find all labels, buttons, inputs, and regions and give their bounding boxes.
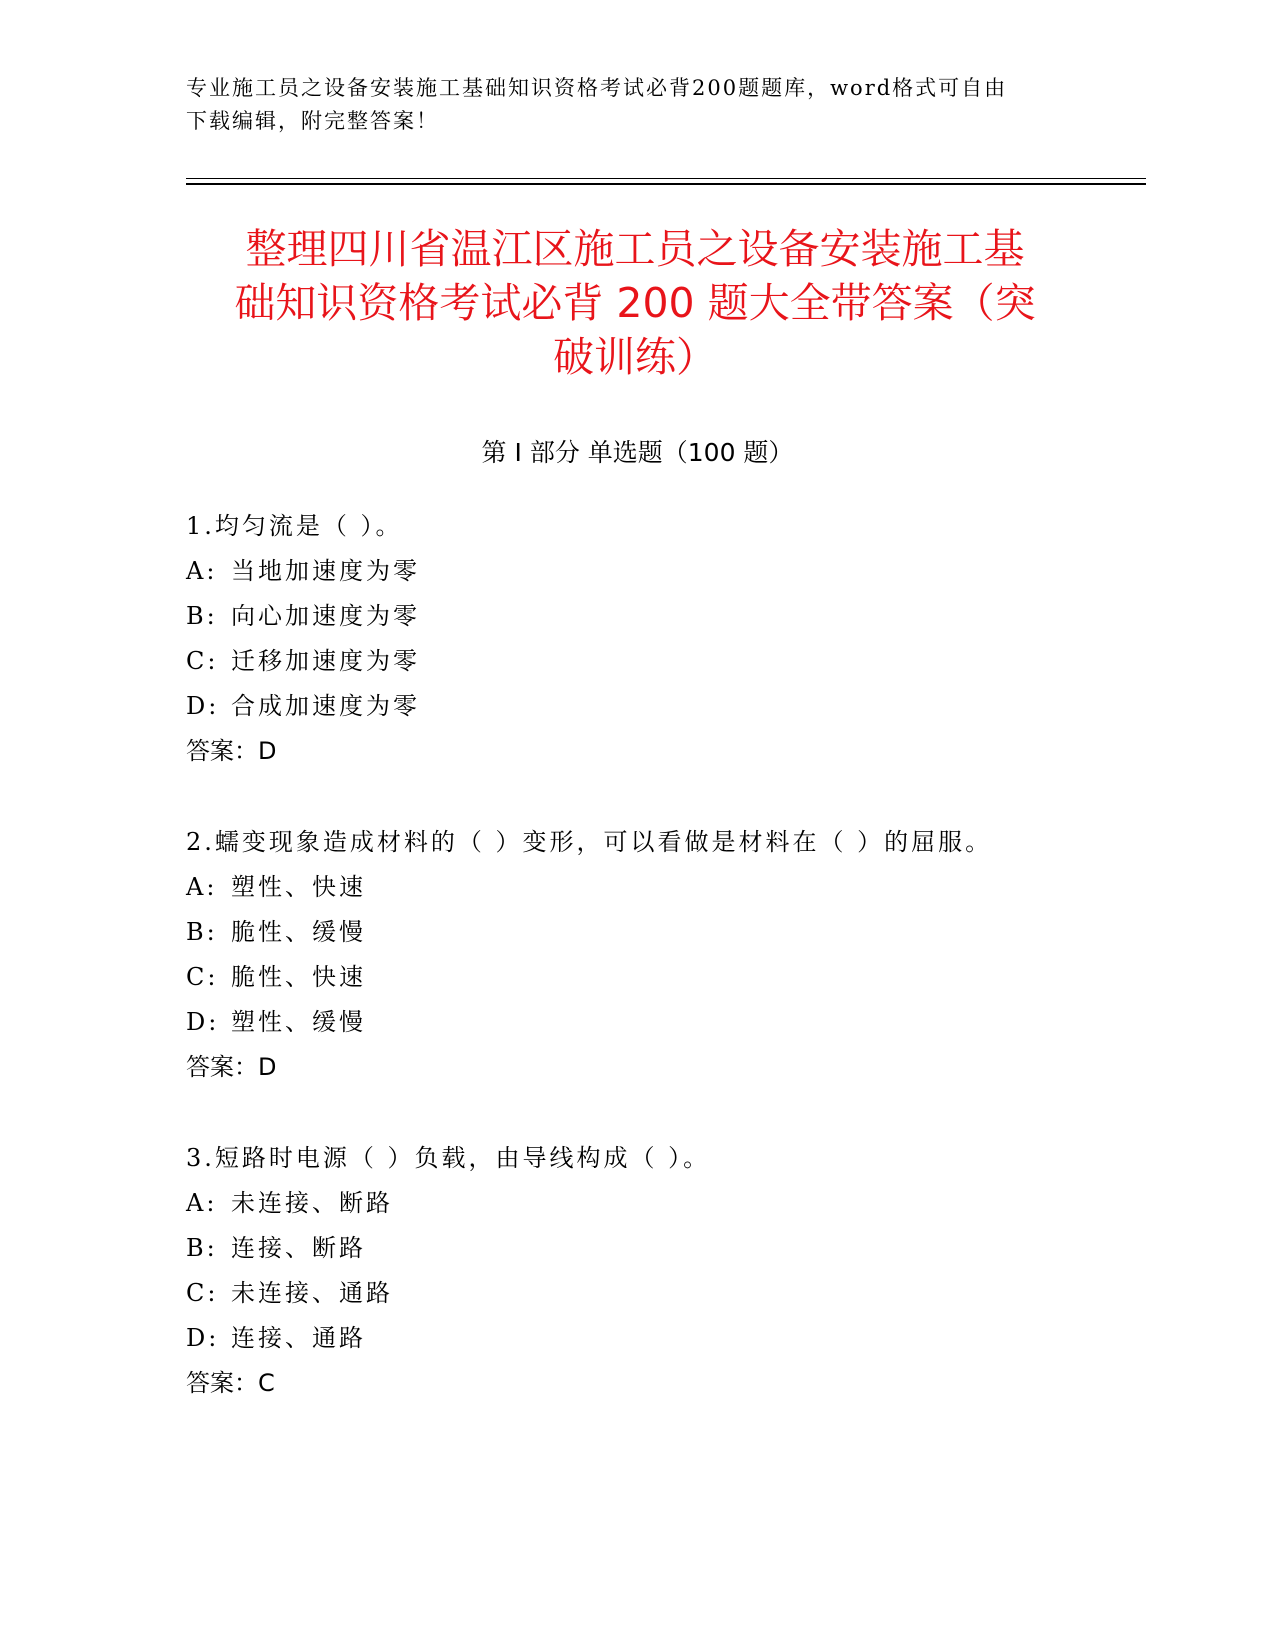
option-text: 脆性、缓慢 [231, 918, 366, 946]
option-text: 向心加速度为零 [231, 602, 420, 630]
option-letter: A: [186, 1189, 218, 1217]
document-title-line-1: 整理四川省温江区施工员之设备安装施工基 [245, 225, 1025, 273]
question-stem: 2.蠕变现象造成材料的（ ）变形，可以看做是材料在（ ）的屈服。 [186, 828, 993, 856]
option-b [186, 910, 1146, 955]
answer-line: 答案：D [186, 737, 277, 765]
option-c [186, 639, 1146, 684]
option-text: 未连接、通路 [231, 1279, 393, 1307]
option-letter: D: [186, 692, 220, 720]
option-c [186, 1271, 1146, 1316]
document-title-line-3: 破训练） [553, 333, 717, 381]
option-d [186, 684, 1146, 729]
option-letter: B: [186, 1234, 218, 1262]
header-divider-thick [186, 183, 1146, 185]
option-letter: A: [186, 557, 218, 585]
option-text: 脆性、快速 [231, 963, 366, 991]
option-text: 塑性、快速 [231, 873, 366, 901]
answer-line: 答案：D [186, 1053, 277, 1081]
option-b [186, 1226, 1146, 1271]
section-heading: 第 I 部分 单选题（100 题） [481, 438, 794, 467]
option-letter: B: [186, 918, 218, 946]
option-d [186, 1000, 1146, 1045]
option-a [186, 549, 1146, 594]
option-text: 连接、通路 [231, 1324, 366, 1352]
option-letter: C: [186, 647, 219, 675]
option-text: 当地加速度为零 [231, 557, 420, 585]
question-stem: 3.短路时电源（ ）负载，由导线构成（ ）。 [186, 1144, 711, 1172]
option-d [186, 1316, 1146, 1361]
option-letter: C: [186, 1279, 219, 1307]
answer-line: 答案：C [186, 1369, 275, 1397]
option-text: 未连接、断路 [231, 1189, 393, 1217]
option-b [186, 594, 1146, 639]
question-1 [186, 504, 1146, 774]
document-title [180, 222, 1090, 384]
question-2 [186, 820, 1146, 1090]
document-title-line-2: 础知识资格考试必背 200 题大全带答案（突 [234, 279, 1036, 327]
header-divider-thin [186, 178, 1146, 179]
option-letter: A: [186, 873, 218, 901]
option-text: 塑性、缓慢 [231, 1008, 366, 1036]
option-a [186, 865, 1146, 910]
header-note [186, 72, 1066, 138]
option-letter: B: [186, 602, 218, 630]
option-letter: C: [186, 963, 219, 991]
question-stem: 1.均匀流是（ ）。 [186, 512, 403, 540]
question-3 [186, 1136, 1146, 1406]
header-note-line-2: 下载编辑，附完整答案！ [186, 109, 439, 133]
option-text: 连接、断路 [231, 1234, 366, 1262]
option-letter: D: [186, 1008, 220, 1036]
option-text: 合成加速度为零 [231, 692, 420, 720]
option-c [186, 955, 1146, 1000]
option-letter: D: [186, 1324, 220, 1352]
option-a [186, 1181, 1146, 1226]
option-text: 迁移加速度为零 [231, 647, 420, 675]
header-note-line-1: 专业施工员之设备安装施工基础知识资格考试必背200题题库，word格式可自由 [186, 76, 1008, 100]
